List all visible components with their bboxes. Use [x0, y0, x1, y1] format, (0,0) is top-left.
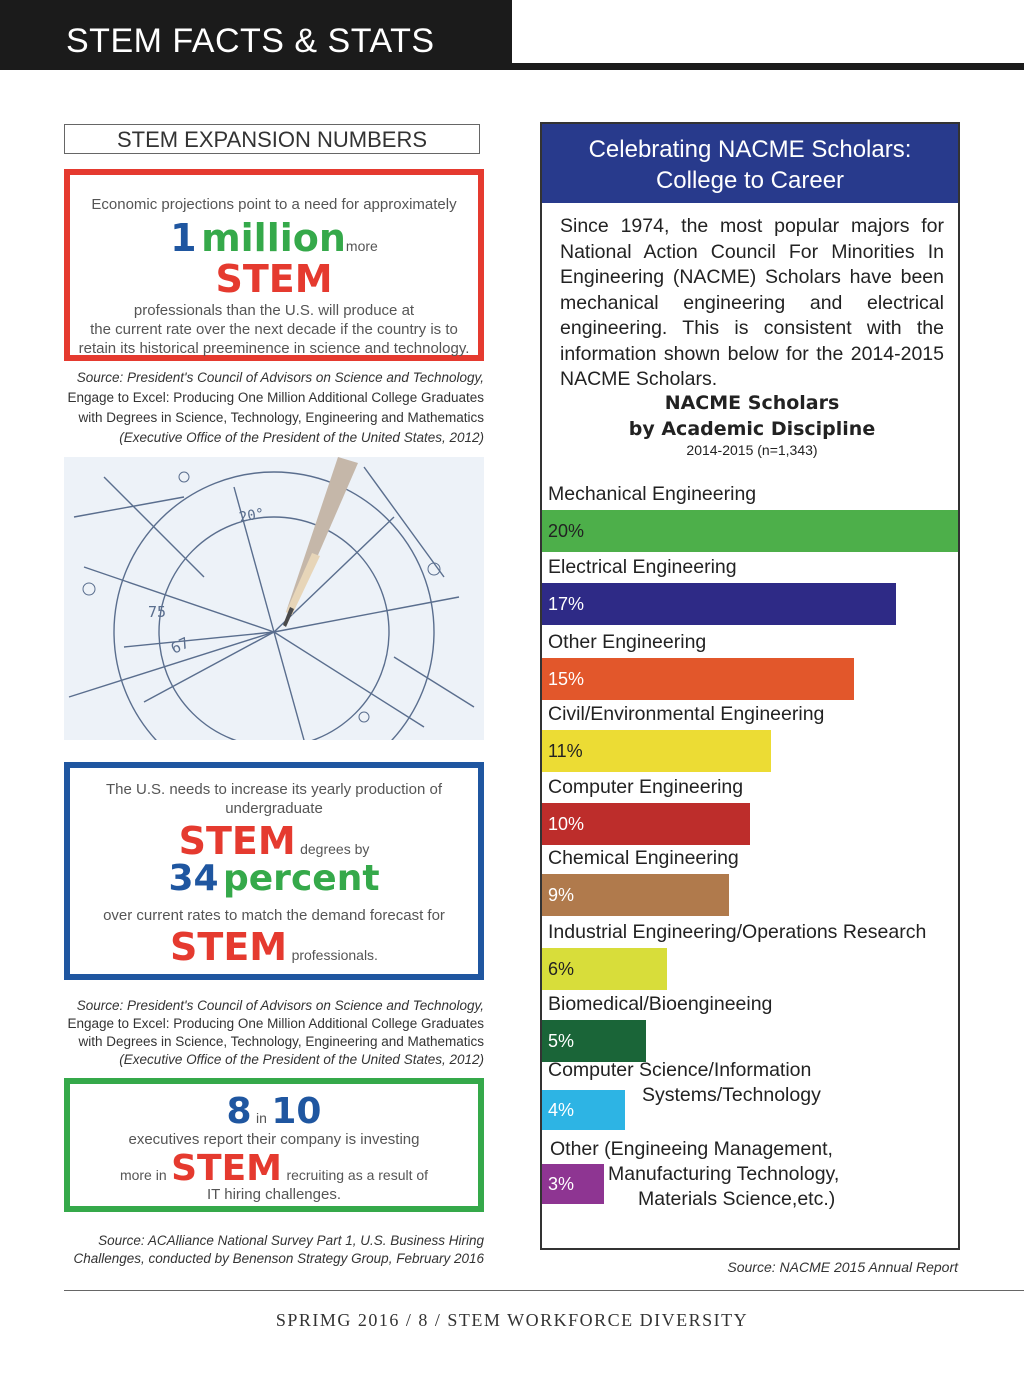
nacme-body-text: Since 1974, the most popular majors for National Action Council For Minorities In Engineering (NACME) Scholars have been mechanical engineering and electrical engineering. This is consistent with the information shown below for the 2014-2015 NACME Scholars.: [560, 215, 944, 390]
box1-line2: professionals than the U.S. will produce at: [133, 302, 415, 319]
page-title: STEM FACTS & STATS: [66, 22, 435, 60]
source-citation-3: [64, 1232, 484, 1268]
box2-line3: over current rates to match the demand forecast for: [103, 907, 445, 924]
million-stem-box: [64, 169, 484, 361]
box2-professionals: professionals.: [291, 947, 378, 963]
box3-line2: IT hiring challenges.: [207, 1186, 341, 1203]
category-label: Computer Engineering: [548, 776, 744, 798]
category-label: Biomedical/Bioengineeing: [548, 993, 773, 1015]
source2-line1: Source: President's Council of Advisors on Science and Technology,: [76, 998, 484, 1013]
compass-drawing-svg: [64, 457, 484, 740]
box1-million: million: [201, 216, 346, 260]
footer-rule: [64, 1290, 1024, 1291]
source2-line2: Engage to Excel: Producing One Million Additional College Graduates: [67, 1016, 484, 1031]
bar-value-label: 9%: [548, 885, 575, 905]
source-citation-2: [64, 997, 484, 1069]
category-label-cont: Systems/Technology: [642, 1084, 821, 1106]
bar-value-label: 10%: [548, 814, 585, 834]
box3-more-in: more in: [119, 1167, 167, 1183]
bar-value-label: 11%: [548, 741, 583, 761]
source2-line4: (Executive Office of the President of the United States, 2012): [119, 1052, 484, 1067]
source1-line4: (Executive Office of the President of the United States, 2012): [119, 430, 484, 445]
bar: [542, 730, 771, 772]
box1-number: 1: [170, 216, 197, 260]
box1-line3: the current rate over the next decade if the country is to: [90, 321, 458, 338]
box1-intro: Economic projections point to a need for approximately: [91, 196, 457, 213]
box3-stem: STEM: [171, 1148, 282, 1189]
category-label-cont: Manufacturing Technology,: [608, 1163, 840, 1185]
bar: [542, 510, 958, 552]
executives-stem-box: [64, 1078, 484, 1212]
nacme-header-line2: College to Career: [655, 167, 845, 194]
bar: [542, 1164, 604, 1204]
compass-drawing-image: [64, 457, 484, 740]
bar: [542, 658, 854, 700]
source2-line3: with Degrees in Science, Technology, Engineering and Mathematics: [78, 1034, 484, 1049]
stem-degrees-box: [64, 762, 484, 980]
bar-value-label: 5%: [548, 1031, 575, 1051]
footer-text: SPRIMG 2016 / 8 / STEM WORKFORCE DIVERSITY: [275, 1310, 749, 1330]
section-title: STEM EXPANSION NUMBERS: [64, 124, 480, 154]
box3-eight: 8: [226, 1091, 252, 1132]
nacme-source: Source: NACME 2015 Annual Report: [727, 1259, 958, 1275]
category-label: Industrial Engineering/Operations Research: [548, 921, 927, 943]
category-label-cont: Materials Science,etc.): [638, 1188, 836, 1210]
category-label: Mechanical Engineering: [548, 483, 757, 505]
source1-line3: with Degrees in Science, Technology, Engineering and Mathematics: [78, 410, 484, 425]
box1-more: more: [345, 238, 378, 254]
header-rule: [512, 63, 1024, 70]
bar-value-label: 15%: [548, 669, 585, 689]
box2-degrees-by: degrees by: [300, 841, 370, 857]
category-label: Other (Engineeing Management,: [550, 1138, 833, 1160]
source1-line2: Engage to Excel: Producing One Million Additional College Graduates: [67, 390, 484, 405]
box2-percent: percent: [223, 858, 380, 899]
bar: [542, 1090, 625, 1130]
bar: [542, 874, 729, 916]
bar: [542, 803, 750, 845]
nacme-header: [542, 124, 958, 203]
box3-in: in: [256, 1110, 267, 1126]
source-citation-1: [64, 368, 484, 448]
nacme-header-line1: Celebrating NACME Scholars:: [588, 136, 912, 163]
category-label: Other Engineering: [548, 631, 707, 653]
bar-value-label: 6%: [548, 959, 575, 979]
box2-stem-2: STEM: [170, 925, 288, 969]
box2-line1: The U.S. needs to increase its yearly production of: [105, 781, 442, 798]
bar-value-label: 20%: [548, 521, 585, 541]
category-label: Electrical Engineering: [548, 556, 737, 578]
box2-number: 34: [168, 858, 219, 899]
source1-line1: Source: President's Council of Advisors on Science and Technology,: [76, 370, 484, 385]
compass-label-20: 20°: [237, 505, 266, 526]
category-label: Computer Science/Information: [548, 1059, 812, 1081]
chart-subtitle: 2014-2015 (n=1,343): [686, 442, 818, 458]
box3-recruiting: recruiting as a result of: [286, 1167, 429, 1183]
box1-stem: STEM: [215, 257, 333, 301]
compass-label-67: 67: [168, 633, 193, 658]
box1-line4: retain its historical preeminence in science and technology.: [78, 340, 470, 357]
bar-value-label: 17%: [548, 594, 585, 614]
source3-line1: Source: ACAlliance National Survey Part 1, U.S. Business Hiring: [98, 1233, 484, 1248]
box2-stem: STEM: [178, 819, 296, 863]
bar: [542, 1020, 646, 1062]
box2-line2: undergraduate: [225, 800, 323, 817]
box3-ten: 10: [271, 1091, 322, 1132]
chart-title: NACME Scholars by Academic Discipline: [628, 392, 876, 440]
bar: [542, 583, 896, 625]
discipline-bar-chart: [542, 480, 958, 1240]
compass-label-75: 75: [148, 603, 167, 621]
bar: [542, 948, 667, 990]
bar-value-label: 4%: [548, 1100, 575, 1120]
box3-line1: executives report their company is investing: [128, 1131, 420, 1148]
bar-value-label: 3%: [548, 1174, 575, 1194]
category-label: Chemical Engineering: [548, 847, 739, 869]
source3-line2: Challenges, conducted by Benenson Strategy Group, February 2016: [73, 1251, 484, 1266]
category-label: Civil/Environmental Engineering: [548, 703, 825, 725]
